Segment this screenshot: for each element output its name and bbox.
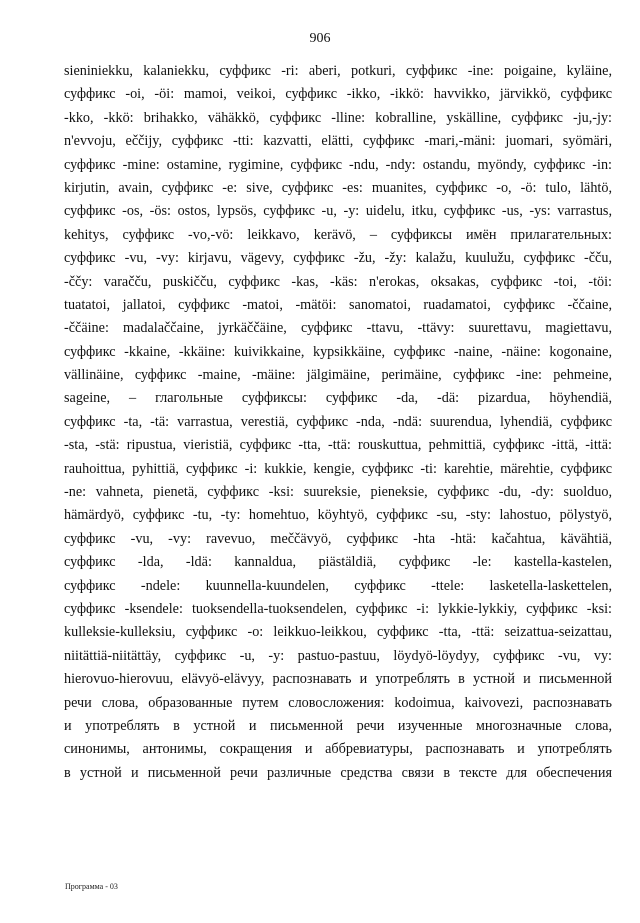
text-line: -ččy: varačču, puskičču, суффикс -kas, -käs: n'erokas, oksakas, суффикс -toi, -töi:: [64, 273, 612, 290]
text-line: -sta, -stä: ripustua, vieristiä, суффикс -tta, -ttä: rouskuttua, pehmittiä, суффикс -ittä, -ittä:: [64, 437, 612, 454]
text-line: речи слова, образованные путем словосложения: kodoimua, kaivovezi, распознавать: [64, 694, 612, 711]
text-line: суффикс -os, -ös: ostos, lypsös, суффикс -u, -y: uidelu, itku, суффикс -us, -ys: varrastus,: [64, 203, 612, 220]
text-line: суффикс -ta, -tä: varrastua, verestiä, суффикс -nda, -ndä: suurendua, lyhendiä, суффикс: [64, 413, 612, 430]
text-line: суффикс -vu, -vy: ravevuo, meččävyö, суффикс -hta -htä: kačahtua, kävähtiä,: [64, 530, 612, 547]
text-line: суффикс -oi, -öi: mamoi, veikoi, суффикс -ikko, -ikkö: havvikko, järvikkö, суффикс: [64, 86, 612, 103]
body-text: [64, 60, 612, 785]
text-line: суффикс -ksendele: tuoksendella-tuoksendelen, суффикс -i: lykkie-lykkiy, суффикс -ksi:: [64, 600, 612, 617]
text-line: hierovuo-hierovuu, elävyö-elävyy, распознавать и употреблять в устной и письменной: [64, 671, 612, 688]
text-line: hämärdyö, суффикс -tu, -ty: homehtuo, köyhtyö, суффикс -su, -sty: lahostuo, pölystyö,: [64, 507, 612, 524]
text-line: niitättiä-niitättäy, суффикс -u, -y: pastuo-pastuu, löydyö-löydyy, суффикс -vu, vy:: [64, 647, 612, 664]
text-line: kehitys, суффикс -vo,-vö: leikkavo, kerävö, – суффиксы имён прилагательных:: [64, 226, 612, 243]
text-line: rauhoittua, pyhittiä, суффикс -i: kukkie, kengie, суффикс -ti: karehtie, märehtie, суффикс: [64, 460, 612, 477]
text-line: kulleksie-kulleksiu, суффикс -o: leikkuo-leikkou, суффикс -tta, -ttä: seizattua-seizattau,: [64, 624, 612, 641]
text-line: n'evvoju, eččijy, суффикс -tti: kazvatti, elätti, суффикс -mari,-mäni: juomari, syömäri,: [64, 133, 612, 150]
text-line: в устной и письменной речи различные средства связи в тексте для обеспечения: [64, 764, 612, 781]
text-line: суффикс -ndele: kuunnella-kuundelen, суффикс -ttele: lasketella-laskettelen,: [64, 577, 612, 594]
text-line: суффикс -kkaine, -kkäine: kuivikkaine, kypsikkäine, суффикс -naine, -näine: kogonaine,: [64, 343, 612, 360]
text-line: -ččäine: madalaččaine, jyrkäččäine, суффикс -ttavu, -ttävy: suurettavu, magiettavu,: [64, 320, 612, 337]
page-number: 906: [309, 31, 331, 46]
text-line: и употреблять в устной и письменной речи изученные многозначные слова,: [64, 717, 612, 734]
text-line: синонимы, антонимы, сокращения и аббревиатуры, распознавать и употреблять: [64, 741, 612, 758]
footer-label: Программа - 03: [65, 882, 118, 891]
text-line: -kko, -kkö: brihakko, vähäkkö, суффикс -lline: kobralline, yskälline, суффикс -ju,-jy:: [64, 109, 612, 126]
text-line: sageine, – глагольные суффиксы: суффикс -da, -dä: pizardua, höyhendiä,: [64, 390, 612, 407]
text-line: суффикс -vu, -vy: kirjavu, vägevy, суффикс -žu, -žy: kalažu, kuulužu, суффикс -čču,: [64, 250, 612, 267]
text-line: суффикс -mine: ostamine, rygimine, суффикс -ndu, -ndy: ostandu, myöndy, суффикс -in:: [64, 156, 612, 173]
text-line: суффикс -lda, -ldä: kannaldua, piästäldiä, суффикс -le: kastella-kastelen,: [64, 554, 612, 571]
text-line: kirjutin, avain, суффикс -e: sive, суффикс -es: muanites, суффикс -o, -ö: tulo, lähtö,: [64, 179, 612, 196]
text-line: tuatatoi, jallatoi, суффикс -matoi, -mätöi: sanomatoi, ruadamatoi, суффикс -ččaine,: [64, 296, 612, 313]
text-line: sieniniekku, kalaniekku, суффикс -ri: aberi, potkuri, суффикс -ine: poigaine, kyläine,: [64, 63, 612, 79]
text-line: -ne: vahneta, pienetä, суффикс -ksi: suureksie, pieneksie, суффикс -du, -dy: suolduo,: [64, 484, 612, 501]
text-line: vällinäine, суффикс -maine, -mäine: jälgimäine, perimäine, суффикс -ine: pehmeine,: [64, 367, 612, 384]
